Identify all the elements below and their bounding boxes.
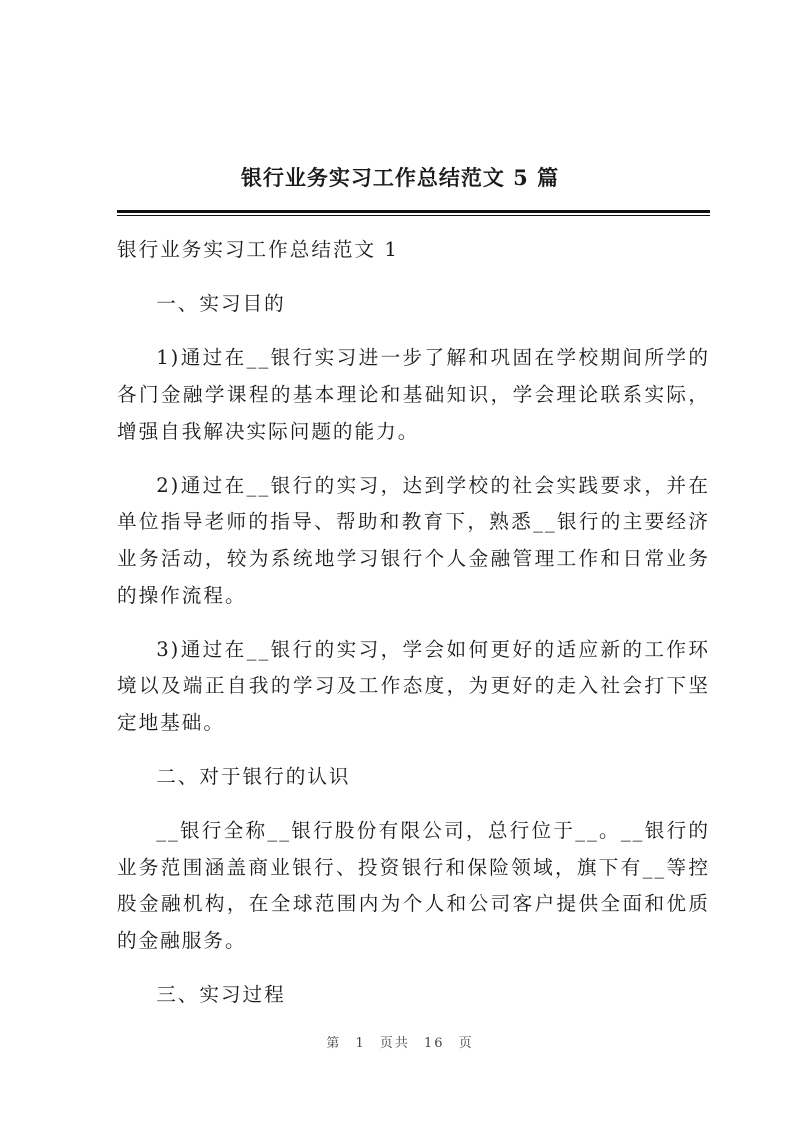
page-label-prefix: 第 bbox=[326, 1036, 342, 1051]
title-divider-thick bbox=[117, 210, 710, 213]
body-paragraph: __银行全称__银行股份有限公司，总行位于__。__银行的业务范围涵盖商业银行、投资银行和保险领域，旗下有__等控股金融机构，在全球范围内为个人和公司客户提供全面和优质的金融服务。 bbox=[117, 819, 710, 953]
total-page-count: 16 bbox=[424, 1036, 445, 1051]
subsection-heading: 一、实习目的 bbox=[156, 292, 286, 316]
title-divider-thin bbox=[117, 215, 710, 216]
current-page-number: 1 bbox=[355, 1036, 366, 1051]
body-paragraph: 2)通过在__银行的实习，达到学校的社会实践要求，并在单位指导老师的指导、帮助和教育下，熟悉__银行的主要经济业务活动，较为系统地学习银行个人金融管理工作和日常业务的操作流程。 bbox=[117, 473, 710, 607]
subsection-heading: 二、对于银行的认识 bbox=[156, 765, 351, 789]
section-heading: 银行业务实习工作总结范文 1 bbox=[117, 238, 399, 261]
subsection-heading: 三、实习过程 bbox=[156, 983, 286, 1007]
document-body bbox=[117, 232, 710, 1031]
page-label-mid: 页共 bbox=[379, 1036, 410, 1051]
page-label-suffix: 页 bbox=[458, 1036, 474, 1051]
body-paragraph: 1)通过在__银行实习进一步了解和巩固在学校期间所学的各门金融学课程的基本理论和基础知识，学会理论联系实际，增强自我解决实际问题的能力。 bbox=[117, 346, 710, 443]
page-footer bbox=[0, 1032, 800, 1051]
document-title: 银行业务实习工作总结范文 5 篇 bbox=[240, 165, 560, 190]
body-paragraph: 3)通过在__银行的实习，学会如何更好的适应新的工作环境以及端正自我的学习及工作态度，为更好的走入社会打下坚定地基础。 bbox=[117, 637, 710, 734]
